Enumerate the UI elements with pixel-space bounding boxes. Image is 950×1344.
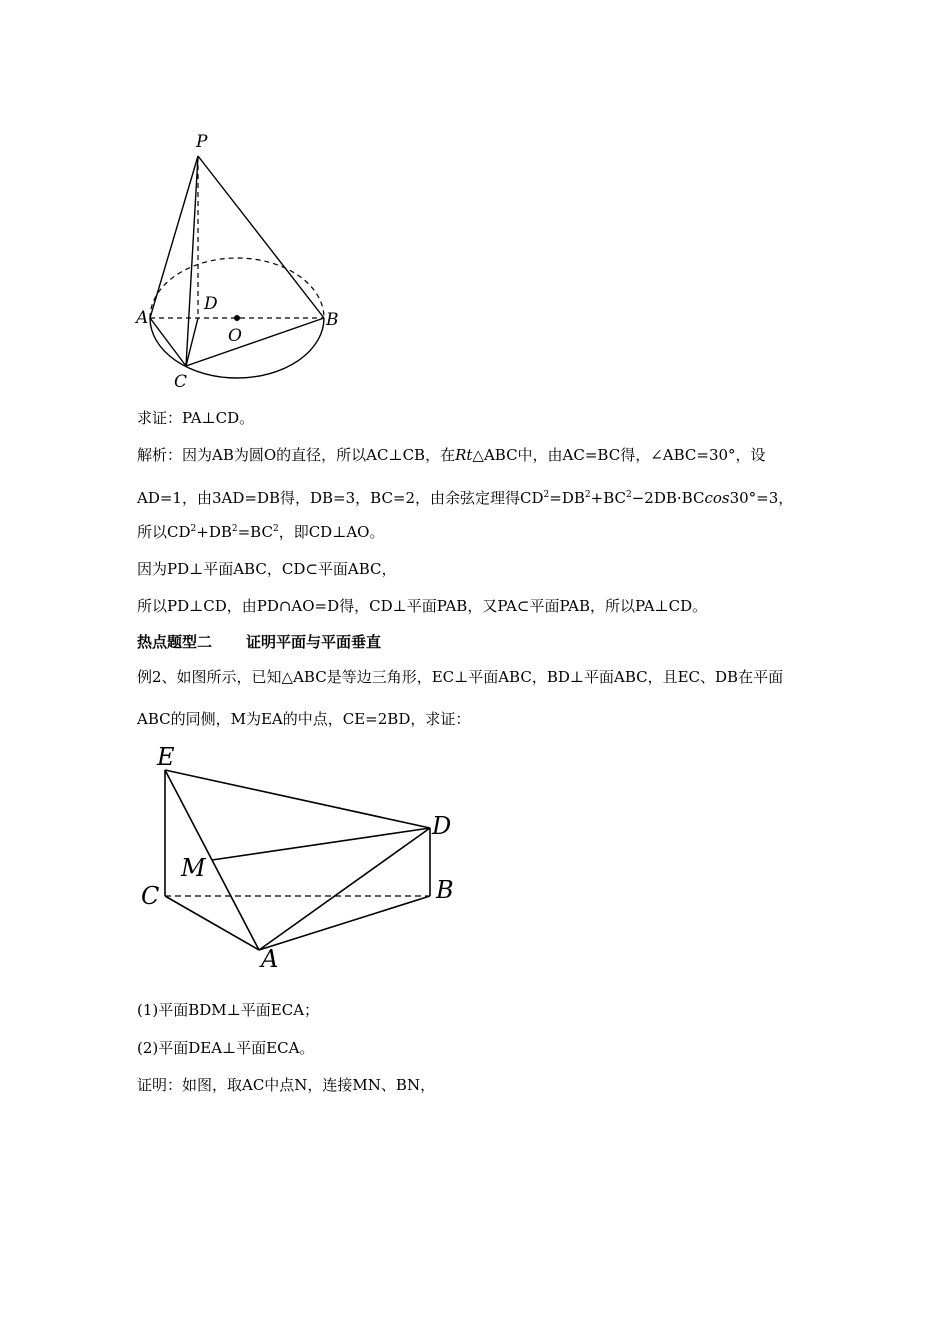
section-heading: 热点题型二 证明平面与平面垂直 [137,633,382,651]
example-2-line-2: ABC的同侧，M为EA的中点，CE=2BD，求证： [137,710,471,728]
label-c: C [174,372,188,392]
edge-pc [186,156,198,366]
label-m: M [181,854,206,882]
solution-line-4: 因为PD⊥平面ABC，CD⊂平面ABC， [137,560,397,578]
polyhedron-figure [135,740,470,975]
segment-md [212,828,430,860]
example-2-line-1: 例2、如图所示，已知△ABC是等边三角形，EC⊥平面ABC，BD⊥平面ABC，且EC、DB在平面 [137,668,784,686]
label-o: O [228,326,242,346]
label-a: A [136,308,149,328]
solution-line-2: AD=1，由3AD=DB得，DB=3，BC=2，由余弦定理得$CD^2=DB^2+BC^2-2DB\cdot BCcos30^\circ=3$， [137,489,794,507]
label-b2: B [436,876,454,904]
edge-ab [259,896,430,950]
label-c2: C [141,882,160,910]
edge-cb [186,318,324,366]
label-d2: D [432,812,452,840]
prove-statement-1: 求证：PA⊥CD。 [137,409,255,427]
center-point-o [234,315,240,321]
label-d: D [204,294,218,314]
edge-ac [150,318,186,366]
solution-line-5: 所以PD⊥CD，由PD∩AO=D得，CD⊥平面PAB，又PA⊂平面PAB，所以PA⊥CD。 [137,597,708,615]
cone-figure [130,125,350,395]
label-e: E [157,743,175,771]
label-a2: A [261,945,279,973]
edge-ed [165,770,430,828]
label-p: P [196,132,208,152]
question-1: (1)平面BDM⊥平面ECA； [137,1001,320,1019]
label-b: B [326,310,339,330]
solution-line-1: 解析：因为AB为圆O的直径，所以AC⊥CB，在Rt△ABC中，由AC=BC得，∠ABC=30°，设 [137,446,766,464]
base-ellipse-back [150,258,324,318]
question-2: (2)平面DEA⊥平面ECA。 [137,1039,315,1057]
edge-ad [259,828,430,950]
solution-line-3: 所以$CD^2+DB^2=BC^2$，即CD⊥AO。 [137,523,385,541]
proof-start: 证明：如图，取AC中点N，连接MN、BN， [137,1076,436,1094]
